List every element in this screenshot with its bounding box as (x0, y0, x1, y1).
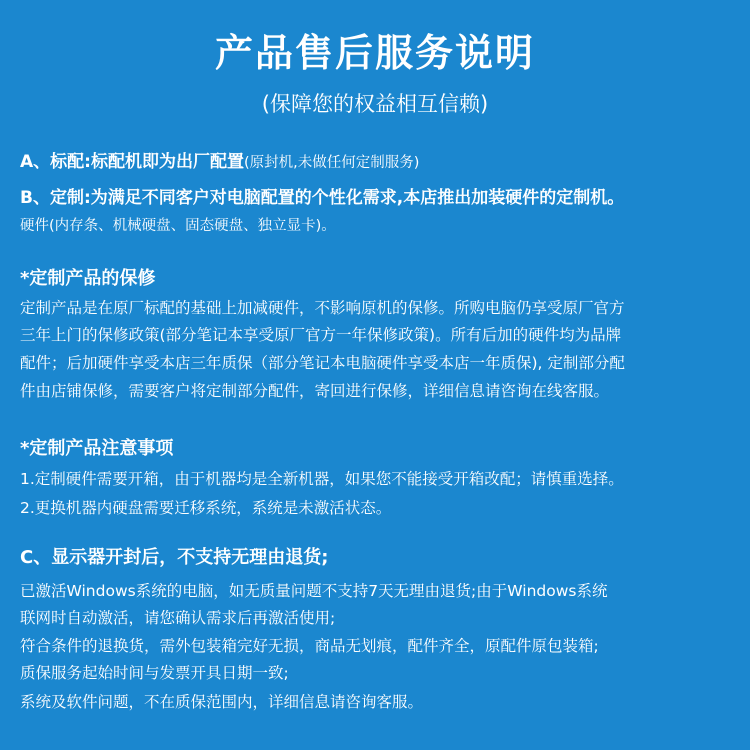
warranty-line: 定制产品是在原厂标配的基础上加减硬件，不影响原机的保修。所购电脑仍享受原厂官方 (20, 299, 625, 317)
section-b-lead: B、定制: (20, 188, 91, 208)
section-b-note: 硬件(内存条、机械硬盘、固态硬盘、独立显卡)。 (20, 218, 336, 234)
section-c-line: 质保服务起始时间与发票开具日期一致; (20, 664, 289, 682)
section-c-heading: C、显示器开封后，不支持无理由退货; (20, 547, 329, 568)
section-c-line: 已激活Windows系统的电脑，如无质量问题不支持7天无理由退货;由于Windows系统 (20, 582, 608, 600)
section-a-lead: A、标配: (20, 152, 91, 172)
warranty-heading: *定制产品的保修 (20, 268, 156, 289)
section-b-bold-text: 为满足不同客户对电脑配置的个性化需求,本店推出加装硬件的定制机。 (90, 188, 625, 208)
page-subtitle: (保障您的权益相互信赖) (261, 92, 489, 116)
section-a-bold-text: 标配机即为出厂配置 (90, 152, 244, 172)
warranty-line: 配件；后加硬件享受本店三年质保（部分笔记本电脑硬件享受本店一年质保), 定制部分配 (20, 354, 625, 372)
section-c-line: 联网时自动激活，请您确认需求后再激活使用; (20, 609, 336, 627)
notices-heading: *定制产品注意事项 (20, 438, 174, 459)
section-a-tail: (原封机,未做任何定制服务) (243, 155, 420, 171)
warranty-line: 件由店铺保修，需要客户将定制部分配件，寄回进行保修，详细信息请咨询在线客服。 (20, 382, 610, 400)
section-c-line: 系统及软件问题，不在质保范围内，详细信息请咨询客服。 (20, 693, 424, 711)
warranty-line: 三年上门的保修政策(部分笔记本享受原厂官方一年保修政策)。所有后加的硬件均为品牌 (20, 326, 622, 344)
section-a-standard (20, 147, 732, 172)
notice-line: 2.更换机器内硬盘需要迁移系统，系统是未激活状态。 (20, 499, 392, 517)
notice-line: 1.定制硬件需要开箱，由于机器均是全新机器，如果您不能接受开箱改配；请慎重选择。 (20, 470, 624, 488)
section-c-line: 符合条件的退换货，需外包装箱完好无损，商品无划痕，配件齐全，原配件原包装箱; (20, 637, 599, 655)
page-title: 产品售后服务说明 (214, 31, 535, 75)
section-b-custom (20, 183, 732, 208)
